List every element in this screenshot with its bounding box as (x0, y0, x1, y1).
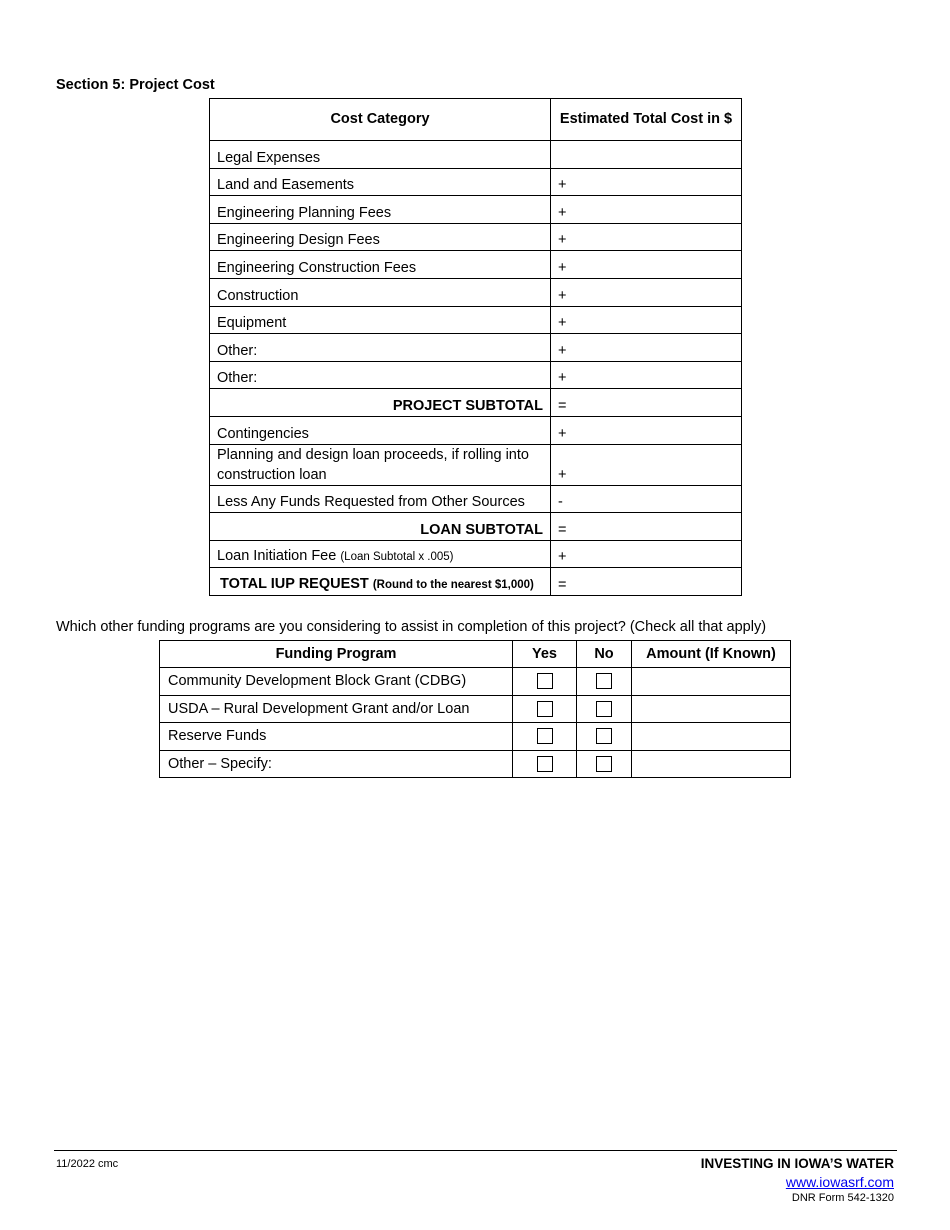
cost-row-label: Engineering Design Fees (210, 223, 551, 251)
yes-header: Yes (513, 641, 577, 668)
cost-input-project-subtotal[interactable]: = (551, 389, 742, 417)
other-yes-checkbox[interactable] (537, 756, 553, 772)
funding-question: Which other funding programs are you considering to assist in completion of this project? (Check all that apply) (56, 619, 767, 635)
footer-divider (54, 1150, 897, 1151)
cost-row-label: Equipment (210, 306, 551, 334)
yes-cell (513, 750, 577, 778)
no-cell (577, 723, 632, 751)
cost-row-label: Legal Expenses (210, 141, 551, 169)
cost-input-other-sources[interactable]: - (551, 485, 742, 513)
yes-cell (513, 695, 577, 723)
footer-date: 11/2022 cmc (56, 1158, 119, 1170)
cost-row-project-subtotal (210, 389, 742, 417)
cost-row-legal-expenses (210, 141, 742, 169)
cost-row-label: Engineering Planning Fees (210, 196, 551, 224)
cost-input-planning-design-proceeds[interactable]: + (551, 444, 742, 485)
usda-amount-field[interactable] (632, 695, 791, 723)
reserve-yes-checkbox[interactable] (537, 728, 553, 744)
cost-row-label: Contingencies (210, 416, 551, 444)
cdbg-no-checkbox[interactable] (596, 673, 612, 689)
cost-row-equipment (210, 306, 742, 334)
no-cell (577, 750, 632, 778)
usda-no-checkbox[interactable] (596, 701, 612, 717)
section-title: Section 5: Project Cost (56, 77, 215, 93)
cost-row-total-iup-request (210, 568, 742, 596)
cost-row-label: Other: (210, 334, 551, 362)
cost-input-contingencies[interactable]: + (551, 416, 742, 444)
funding-programs-table (159, 640, 791, 778)
cost-row-label: Construction (210, 278, 551, 306)
footer-right-block (701, 1155, 894, 1205)
cost-row-engineering-design (210, 223, 742, 251)
cost-row-engineering-construction (210, 251, 742, 279)
loan-initiation-fee-label: Loan Initiation Fee (217, 548, 337, 565)
funding-row-cdbg (160, 668, 791, 696)
project-cost-table (209, 98, 742, 596)
cost-input-loan-subtotal[interactable]: = (551, 513, 742, 541)
cost-input-other-1[interactable]: + (551, 334, 742, 362)
cdbg-yes-checkbox[interactable] (537, 673, 553, 689)
cost-table-header (210, 99, 742, 141)
cost-row-label: Planning and design loan proceeds, if rolling into construction loan (210, 444, 551, 485)
cost-input-loan-initiation-fee[interactable]: + (551, 540, 742, 568)
funding-row-other (160, 750, 791, 778)
no-header: No (577, 641, 632, 668)
cost-input-total-iup-request[interactable]: = (551, 568, 742, 596)
cost-category-header: Cost Category (210, 99, 551, 141)
total-iup-request-label: TOTAL IUP REQUEST (220, 575, 369, 592)
footer-website-link[interactable]: www.iowasrf.com (785, 1174, 894, 1190)
footer-tagline: INVESTING IN IOWA’S WATER (700, 1156, 894, 1171)
estimated-cost-header: Estimated Total Cost in $ (551, 99, 742, 141)
cost-row-label-cell (210, 568, 551, 596)
cost-row-other-1 (210, 334, 742, 362)
cost-input-equipment[interactable]: + (551, 306, 742, 334)
cost-row-land-easements (210, 168, 742, 196)
amount-header: Amount (If Known) (632, 641, 791, 668)
usda-yes-checkbox[interactable] (537, 701, 553, 717)
cost-input-engineering-design[interactable]: + (551, 223, 742, 251)
funding-program-label: USDA – Rural Development Grant and/or Loan (160, 695, 513, 723)
project-subtotal-label: PROJECT SUBTOTAL (210, 389, 551, 417)
funding-program-header: Funding Program (160, 641, 513, 668)
cost-input-other-2[interactable]: + (551, 361, 742, 389)
cost-input-engineering-planning[interactable]: + (551, 196, 742, 224)
cost-row-label: Land and Easements (210, 168, 551, 196)
funding-row-reserve (160, 723, 791, 751)
cost-row-loan-initiation-fee (210, 540, 742, 568)
cdbg-amount-field[interactable] (632, 668, 791, 696)
cost-row-construction (210, 278, 742, 306)
yes-cell (513, 668, 577, 696)
funding-program-label: Other – Specify: (160, 750, 513, 778)
reserve-no-checkbox[interactable] (596, 728, 612, 744)
other-no-checkbox[interactable] (596, 756, 612, 772)
cost-row-label-cell (210, 540, 551, 568)
funding-program-label: Community Development Block Grant (CDBG) (160, 668, 513, 696)
funding-program-label: Reserve Funds (160, 723, 513, 751)
cost-input-construction[interactable]: + (551, 278, 742, 306)
no-cell (577, 695, 632, 723)
footer-form-number: DNR Form 542-1320 (791, 1192, 894, 1204)
reserve-amount-field[interactable] (632, 723, 791, 751)
cost-row-label: Engineering Construction Fees (210, 251, 551, 279)
loan-subtotal-label: LOAN SUBTOTAL (210, 513, 551, 541)
yes-cell (513, 723, 577, 751)
cost-row-planning-design-proceeds (210, 444, 742, 485)
cost-row-contingencies (210, 416, 742, 444)
no-cell (577, 668, 632, 696)
funding-row-usda (160, 695, 791, 723)
funding-table-header (160, 641, 791, 668)
cost-input-legal-expenses[interactable] (551, 141, 742, 169)
cost-input-engineering-construction[interactable]: + (551, 251, 742, 279)
loan-initiation-fee-note: (Loan Subtotal x .005) (340, 551, 454, 564)
cost-row-loan-subtotal (210, 513, 742, 541)
cost-row-label: Less Any Funds Requested from Other Sources (210, 485, 551, 513)
total-iup-request-note: (Round to the nearest $1,000) (372, 578, 534, 591)
cost-input-land-easements[interactable]: + (551, 168, 742, 196)
other-amount-field[interactable] (632, 750, 791, 778)
cost-row-engineering-planning (210, 196, 742, 224)
cost-row-other-sources (210, 485, 742, 513)
cost-row-other-2 (210, 361, 742, 389)
cost-row-label: Other: (210, 361, 551, 389)
